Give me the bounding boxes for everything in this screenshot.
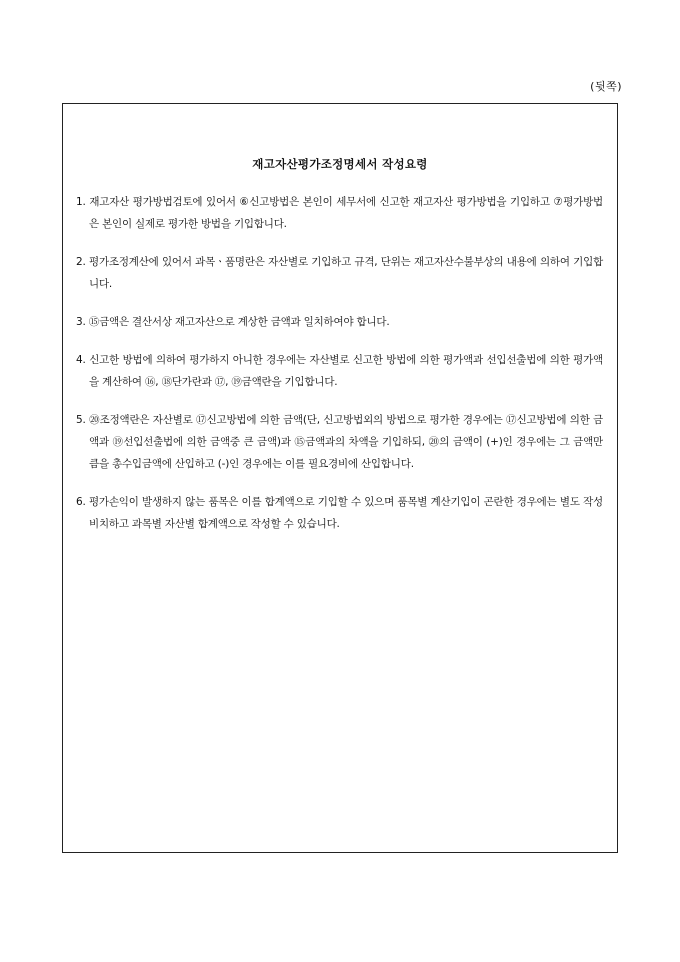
instruction-item-3 [76,311,603,333]
item-number: 3. [76,316,86,328]
back-side-label: (뒷쪽) [590,80,622,93]
item-text: ⑳조정액란은 자산별로 ⑰신고방법에 의한 금액(단, 신고방법외의 방법으로 평가한 경우에는 ⑰신고방법에 의한 금액과 ⑲선입선출법에 의한 금액중 큰 금액)과 ⑮금액과의 차액을 기입하되, ⑳의 금액이 (+)인 경우에는 그 금액만큼을 총수입금액에 산입하고 (-)인 경우에는 이를 필요경비에 산입합니다. [89,414,603,470]
instruction-item-2 [76,251,603,295]
item-number: 6. [76,496,86,508]
item-number: 4. [76,354,86,366]
instruction-list [76,191,603,551]
item-number: 2. [76,256,86,268]
item-text: 재고자산 평가방법검토에 있어서 ⑥신고방법은 본인이 세무서에 신고한 재고자산 평가방법을 기입하고 ⑦평가방법은 본인이 실제로 평가한 방법을 기입합니다. [89,196,603,230]
instruction-item-4 [76,349,603,393]
item-text: 평가손익이 발생하지 않는 품목은 이를 합계액으로 기입할 수 있으며 품목별 계산기입이 곤란한 경우에는 별도 작성 비치하고 과목별 자산별 합계액으로 작성할 수 있습니다. [88,496,604,530]
item-number: 5. [76,414,86,426]
item-text: 평가조정계산에 있어서 과목ㆍ품명란은 자산별로 기입하고 규격, 단위는 재고자산수불부상의 내용에 의하여 기입합니다. [89,256,604,290]
document-title: 재고자산평가조정명세서 작성요령 [252,157,428,171]
instruction-item-6 [76,491,603,535]
instruction-item-1 [76,191,603,235]
item-number: 1. [76,196,86,208]
instruction-item-5 [76,409,603,475]
item-text: 신고한 방법에 의하여 평가하지 아니한 경우에는 자산별로 신고한 방법에 의한 평가액과 선입선출법에 의한 평가액을 계산하여 ⑯, ⑱단가란과 ⑰, ⑲금액란을 기입합니다. [89,354,603,388]
item-text: ⑮금액은 결산서상 재고자산으로 계상한 금액과 일치하여야 합니다. [88,316,390,328]
instructions-frame [62,103,618,853]
